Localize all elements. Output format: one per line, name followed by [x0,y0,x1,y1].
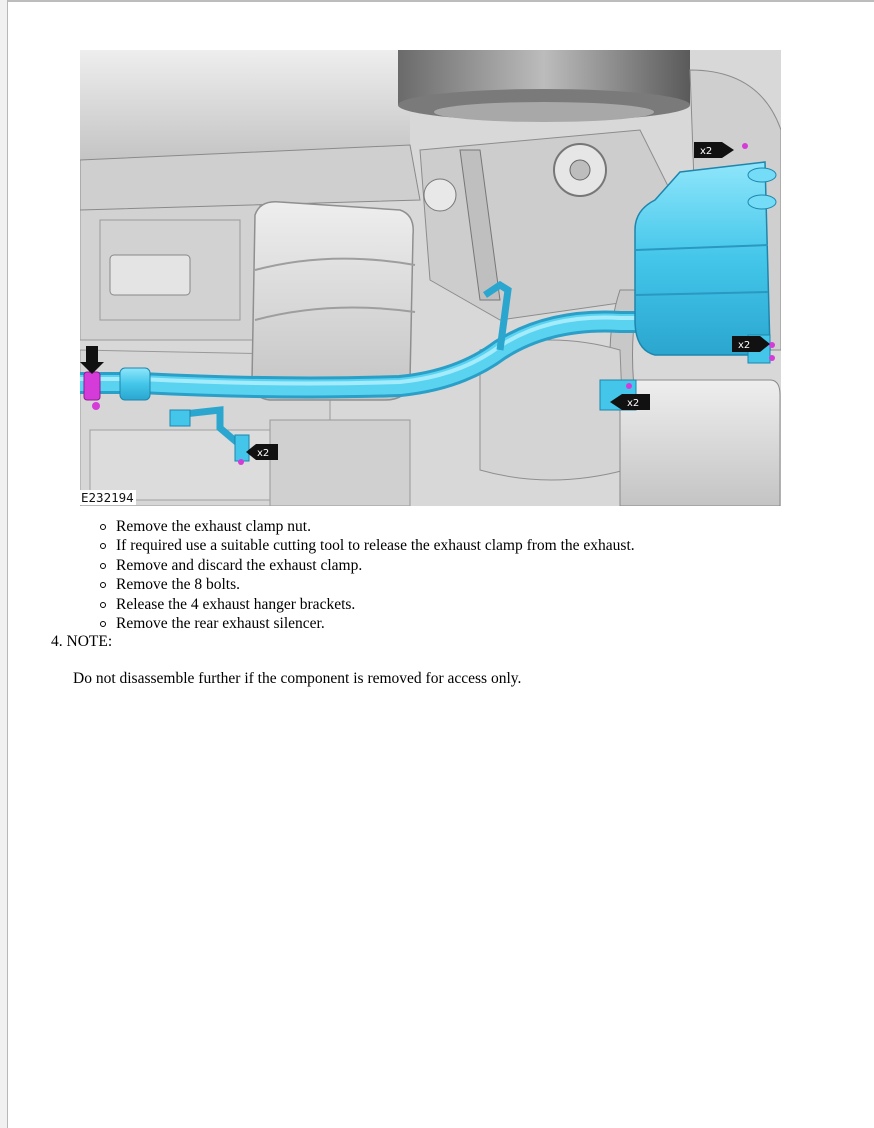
figure-id-label: E232194 [81,490,134,505]
list-item: Remove the 8 bolts. [98,575,635,594]
exhaust-illustration [80,50,781,506]
bullet-icon [100,602,106,608]
procedure-bullet-list [98,517,635,633]
svg-text:x2: x2 [627,398,640,409]
note-text: Do not disassemble further if the component is removed for access only. [73,670,522,687]
list-item: Remove and discard the exhaust clamp. [98,556,635,575]
bullet-icon [100,621,106,627]
list-item: Remove the rear exhaust silencer. [98,614,635,633]
list-item: Release the 4 exhaust hanger brackets. [98,595,635,614]
step-label: NOTE: [66,633,113,650]
page-border-top [0,0,874,2]
svg-text:x2: x2 [257,448,270,459]
svg-text:x2: x2 [700,146,713,157]
list-item: Remove the exhaust clamp nut. [98,517,635,536]
list-item: If required use a suitable cutting tool to release the exhaust clamp from the exhaust. [98,536,635,555]
svg-text:x2: x2 [738,340,751,351]
bullet-icon [100,582,106,588]
viewer-left-margin [0,0,8,1128]
bullet-icon [100,524,106,530]
bullet-icon [100,563,106,569]
bullet-icon [100,543,106,549]
underbody-diagram [80,50,781,506]
step-4-heading [51,632,112,651]
step-number: 4. [51,633,63,650]
